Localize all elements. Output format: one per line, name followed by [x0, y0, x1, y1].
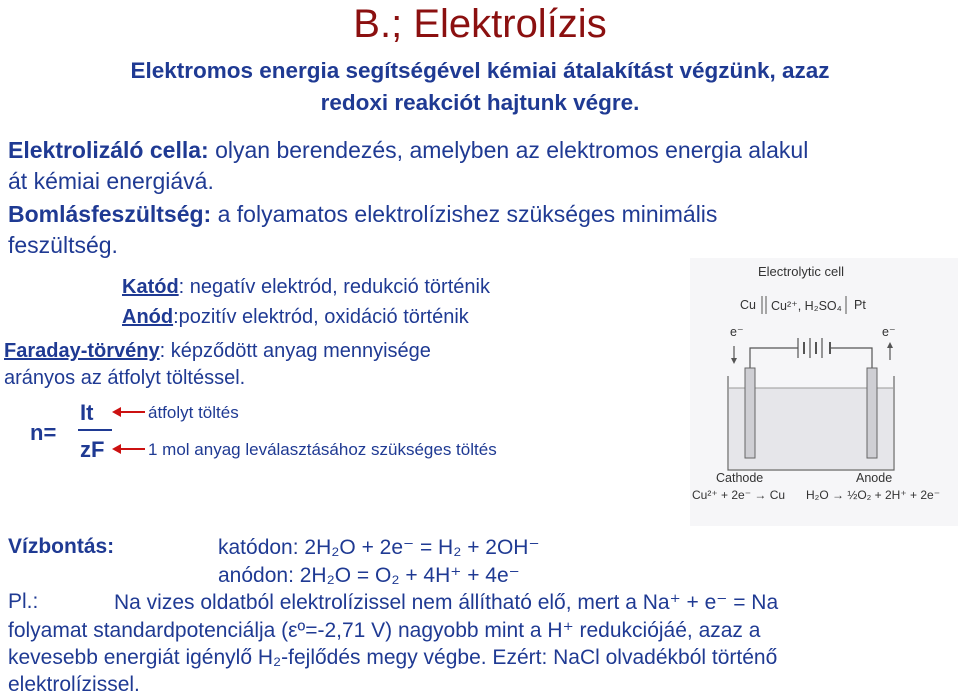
water-cathode-eq: katódon: 2H₂O + 2e⁻ = H₂ + 2OH⁻: [218, 536, 540, 559]
formula-denominator: zF: [80, 437, 105, 462]
cathode-text: : negatív elektród, redukció történik: [178, 276, 490, 298]
cell-term: Elektrolizáló cella:: [8, 137, 209, 163]
faraday-term: Faraday-törvény: [4, 340, 160, 362]
fraction-bar: [78, 429, 112, 431]
page-title: B.; Elektrolízis: [353, 2, 607, 46]
example-line-2: folyamat standardpotenciálja (εº=-2,71 V) nagyobb mint a H⁺ redukciójáé, azaz a: [8, 619, 761, 642]
diagram-title: Electrolytic cell: [758, 264, 844, 279]
cathode-term: Katód: [122, 276, 179, 298]
diagram-anode-label: Anode: [856, 471, 893, 485]
cell-text-1: olyan berendezés, amelyben az elektromos energia alakul: [208, 137, 809, 163]
diagram-electron-right: e⁻: [882, 325, 896, 339]
cell-definition: [8, 137, 808, 164]
diagram-notation-mid: Cu²⁺, H₂SO₄: [771, 299, 842, 313]
cathode-definition: [122, 276, 490, 299]
diagram-notation-right: Pt: [854, 298, 866, 312]
decomp-text-1: a folyamatos elektrolízishez szükséges minimális: [211, 201, 718, 227]
electrolytic-cell-diagram: [690, 258, 958, 526]
water-label: Vízbontás:: [8, 535, 115, 558]
example-prefix: Pl.:: [8, 590, 39, 613]
example-line-1: Na vizes oldatból elektrolízissel nem állítható elő, mert a Na⁺ + e⁻ = Na: [114, 591, 779, 614]
faraday-text-1: : képződött anyag mennyisége: [159, 340, 431, 362]
formula-lhs: n=: [30, 420, 57, 445]
subtitle-line-1: Elektromos energia segítségével kémiai átalakítást végzünk, azaz: [130, 58, 830, 83]
formula-numerator: It: [80, 400, 94, 425]
diagram-notation-left: Cu: [740, 298, 756, 312]
denominator-note: 1 mol anyag leválasztásához szükséges töltés: [148, 440, 497, 459]
example-line-4: elektrolízissel.: [8, 673, 140, 696]
diagram-cathode-reaction: Cu²⁺ + 2e⁻ → Cu: [692, 488, 786, 502]
formula-arrows: [110, 402, 150, 462]
faraday-text-2: arányos az átfolyt töltéssel.: [4, 367, 246, 389]
anode-term: Anód: [122, 306, 174, 328]
subtitle-line-2: redoxi reakciót hajtunk végre.: [320, 90, 640, 115]
numerator-note: átfolyt töltés: [148, 403, 239, 422]
decomp-text-2: feszültség.: [8, 232, 118, 258]
diagram-cathode-label: Cathode: [716, 471, 764, 485]
arrow-icon: [112, 407, 145, 417]
decomp-definition: [8, 201, 717, 228]
decomp-term: Bomlásfeszültség:: [8, 201, 212, 227]
cell-drawing: [690, 258, 958, 526]
arrow-icon: [112, 444, 145, 454]
anode-text: :pozitív elektród, oxidáció történik: [173, 306, 469, 328]
anode-definition: [122, 306, 469, 329]
water-anode-eq: anódon: 2H₂O = O₂ + 4H⁺ + 4e⁻: [218, 564, 520, 587]
diagram-electron-left: e⁻: [730, 325, 744, 339]
example-line-3: kevesebb energiát igénylő H₂-fejlődés megy végbe. Ezért: NaCl olvadékból történő: [8, 646, 778, 669]
faraday-law: [4, 340, 431, 363]
cell-text-2: át kémiai energiává.: [8, 168, 214, 194]
diagram-anode-reaction: H₂O → ½O₂ + 2H⁺ + 2e⁻: [806, 488, 941, 502]
